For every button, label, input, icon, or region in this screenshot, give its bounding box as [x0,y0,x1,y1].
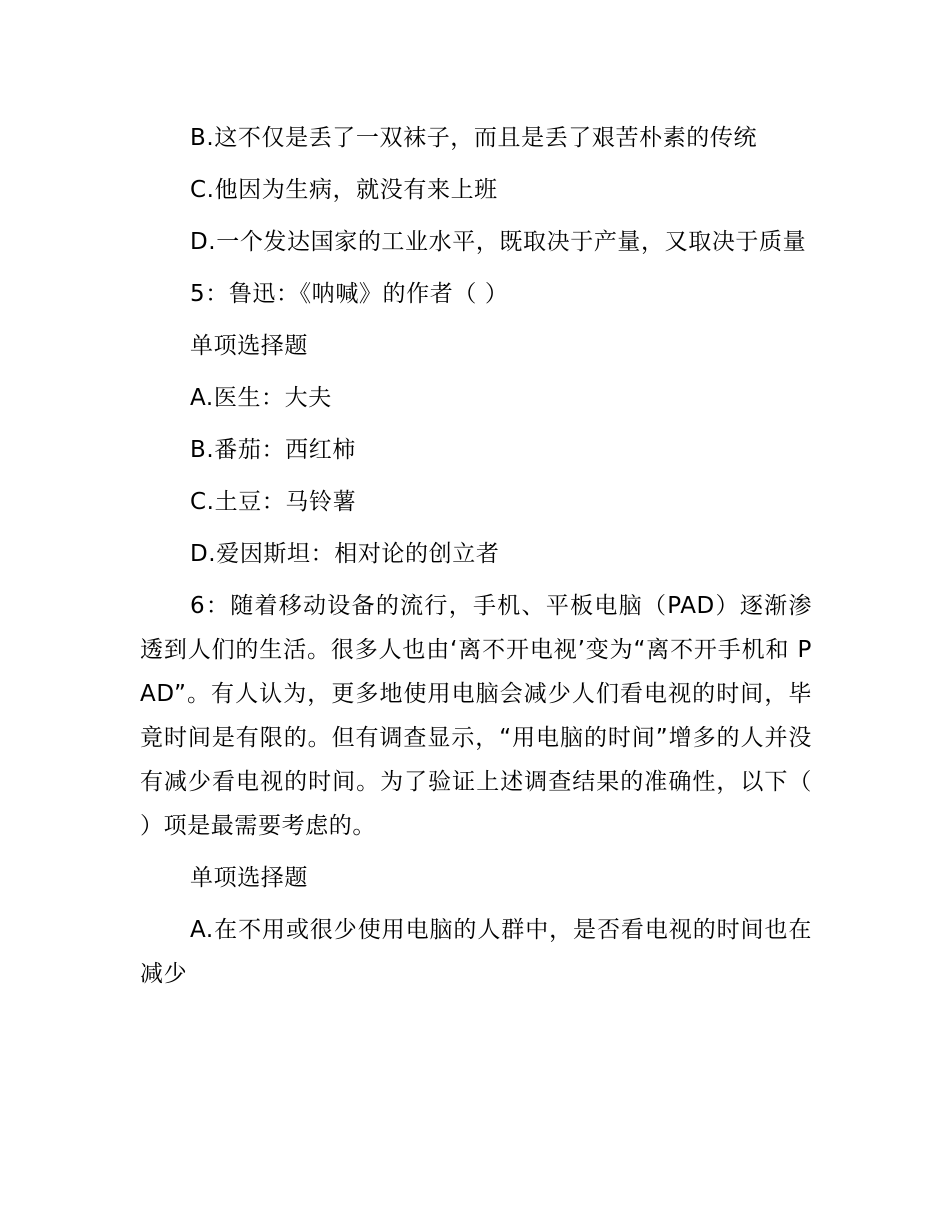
question-6-stem: 6：随着移动设备的流行，手机、平板电脑（PAD）逐渐渗透到人们的生活。很多人也由‘离不开电视’变为“离不开手机和 PAD”。有人认为，更多地使用电脑会减少人们看电视的时间，毕竟时间是有限的。但有调查显示，“用电脑的时间”增多的人并没有减少看电视的时间。为了验证上述调查结果的准确性，以下（ ）项是最需要考虑的。 [140,593,812,839]
option-c-q4: C.他因为生病，就没有来上班 [190,177,498,203]
option-d-q4: D.一个发达国家的工业水平，既取决于产量，又取决于质量 [190,229,807,255]
option-b-q4: B.这不仅是丢了一双袜子，而且是丢了艰苦朴素的传统 [190,125,758,151]
option-a-q6: A.在不用或很少使用电脑的人群中，是否看电视的时间也在减少 [140,917,812,987]
question-5-stem: 5：鲁迅：《呐喊》的作者（ ） [190,281,509,307]
option-b-q5: B.番茄：西红柿 [190,437,356,463]
option-c-q5: C.土豆：马铃薯 [190,489,357,515]
question-6-type: 单项选择题 [190,865,308,891]
question-5-type: 单项选择题 [190,333,308,359]
document-body [140,116,812,1004]
option-a-q5: A.医生：大夫 [190,385,332,411]
option-d-q5: D.爱因斯坦：相对论的创立者 [190,541,500,567]
